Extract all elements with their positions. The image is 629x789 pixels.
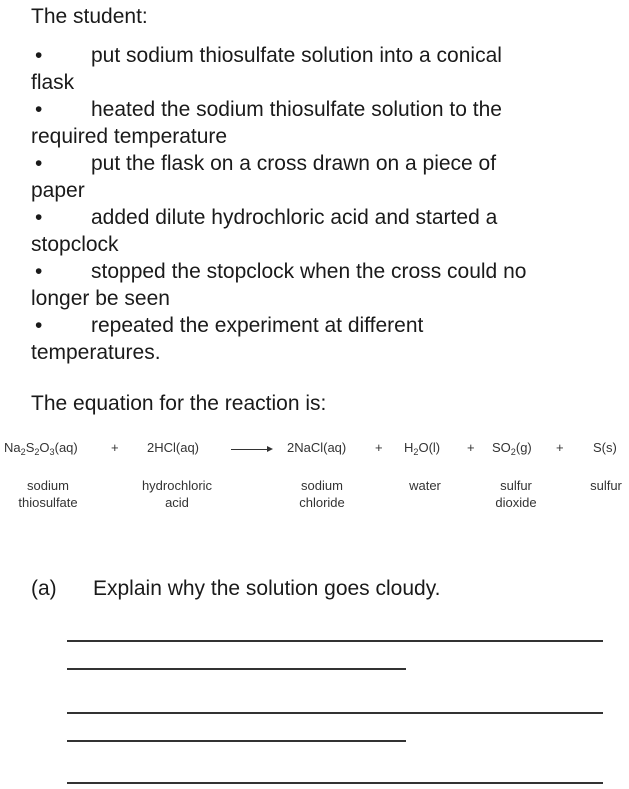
plus-sign: + [111,440,119,455]
formula-sulfur-dioxide: $SO_2(g)$ [492,440,532,457]
name-sodium-chloride: sodium chloride [299,478,345,510]
plus-sign: + [467,440,475,455]
name-water: water [409,478,441,493]
formula-sodium-thiosulfate: $Na_2S_2O_3(aq)$ [4,440,78,457]
question-label: (a) [31,577,57,600]
answer-line[interactable] [67,640,603,642]
name-hydrochloric-acid: hydrochloric acid [141,478,213,510]
procedure-step: • stopped the stopclock when the cross could no longer be seen [31,260,527,310]
bullet-icon: • [35,206,43,229]
formula-water: $H_2O(l)$ [404,440,441,457]
bullet-icon: • [35,98,43,121]
bullet-icon: • [35,314,43,337]
equation-title: The equation for the reaction is: [31,392,327,415]
formula-sulfur: S(s) [593,440,617,455]
intro-heading: The student: [31,5,148,28]
reaction-arrow-icon [231,449,271,450]
procedure-step: • heated the sodium thiosulfate solution to the required temperature [31,98,502,148]
bullet-icon: • [35,260,43,283]
procedure-list [31,42,611,366]
question-a [31,575,440,602]
answer-line[interactable] [67,668,406,670]
formula-sodium-chloride: 2NaCl(aq) [287,440,347,455]
procedure-step: • added dilute hydrochloric acid and started a stopclock [31,206,498,256]
plus-sign: + [375,440,383,455]
procedure-step: • put sodium thiosulfate solution into a conical flask [31,44,502,94]
procedure-step: • put the flask on a cross drawn on a piece of paper [31,152,497,202]
procedure-step: • repeated the experiment at different temperatures. [31,314,424,364]
bullet-icon: • [35,152,43,175]
answer-line[interactable] [67,712,603,714]
name-sodium-thiosulfate: sodium thiosulfate [18,478,78,510]
answer-line[interactable] [67,740,406,742]
question-text: Explain why the solution goes cloudy. [93,577,441,600]
name-sulfur: sulfur [590,478,622,493]
name-sulfur-dioxide: sulfur dioxide [495,478,537,510]
answer-line[interactable] [67,782,603,784]
formula-hydrochloric-acid: 2HCl(aq) [147,440,200,455]
bullet-icon: • [35,44,43,67]
plus-sign: + [556,440,564,455]
